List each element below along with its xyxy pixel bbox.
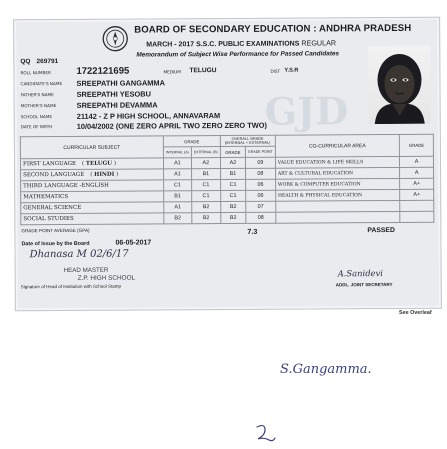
serial-value: 269791 — [36, 58, 59, 66]
gpa-label: GRADE POINT AVERAGE (GPA) — [21, 227, 90, 234]
co-area — [275, 200, 400, 212]
co-area: VALUE EDUCATION & LIFE SKILLS — [275, 156, 400, 168]
father-name-label: FATHER'S NAME — [20, 92, 54, 98]
watermark: GJD — [264, 88, 349, 134]
header-grade: GRADE — [163, 136, 220, 147]
subject-cell: FIRST LANGUAGE ( TELUGU ) — [20, 158, 163, 170]
mother-name-label: MOTHER'S NAME — [20, 103, 57, 109]
external-grade: C1 — [191, 191, 220, 202]
handwritten-name: S.Gangamma. — [280, 362, 372, 377]
date-of-birth-value: 10/04/2002 (ONE ZERO APRIL TWO ZERO ZERO TWO) — [76, 120, 267, 131]
overall-grade: B2 — [221, 212, 246, 223]
subject-cell: SECOND LANGUAGE ( HINDI ) — [21, 169, 164, 181]
father-name-value: SREEPATHI YESOBU — [76, 89, 151, 99]
table-row — [21, 211, 434, 225]
student-photo-icon — [368, 46, 430, 124]
board-title: BOARD OF SECONDARY EDUCATION : ANDHRA PRADESH — [134, 22, 412, 36]
head-signature-label: Signature of Head of Institution with School Stamp — [20, 283, 122, 290]
header-overall-grade: GRADE — [220, 146, 245, 157]
marks-memo-certificate — [13, 17, 442, 312]
external-grade: B2 — [192, 213, 221, 224]
grade-point: 06 — [246, 190, 276, 201]
see-overleaf-note: See Overleaf — [399, 310, 432, 316]
subject-cell: SOCIAL STUDIES — [21, 213, 164, 225]
student-photo — [368, 46, 430, 124]
district-value: Y.S.R — [284, 67, 299, 74]
district-label: DIST — [270, 68, 281, 74]
header-subject: CURRICULAR SUBJECT — [20, 136, 163, 159]
head-master-signature: Dhanasa M 02/6/17 — [29, 248, 129, 261]
mother-name-value: SREEPATHI DEVAMMA — [76, 100, 158, 110]
grade-point: 08 — [246, 212, 276, 223]
issue-date-value: 06-05-2017 — [115, 239, 152, 247]
school-stamp-line2: Z.P. HIGH SCHOOL — [77, 274, 136, 282]
co-area — [276, 211, 401, 223]
external-grade: C1 — [191, 180, 220, 191]
date-of-birth-label: DATE OF BIRTH — [20, 124, 53, 130]
internal-grade: A1 — [164, 202, 192, 213]
candidate-name-value: SREEPATHI GANGAMMA — [76, 78, 165, 88]
external-grade: B2 — [192, 202, 221, 213]
secretary-signature: A.Sanidevi — [337, 268, 383, 279]
header-internal: INTERNAL (A) — [163, 147, 191, 158]
grade-point: 07 — [246, 201, 276, 212]
overall-grade: C1 — [220, 190, 245, 201]
grade-point: 06 — [246, 179, 276, 190]
overall-grade: A2 — [220, 157, 245, 168]
header-external: EXTERNAL (B) — [191, 147, 220, 158]
memo-title: Memorandum of Subject Wise Performance for Passed Candidates — [136, 50, 340, 59]
medium-value: TELUGU — [189, 67, 217, 75]
school-name-value: 21142 - Z P HIGH SCHOOL, ANNAVARAM — [76, 111, 221, 121]
co-area: HEALTH & PHYSICAL EDUCATION — [275, 189, 400, 201]
co-grade — [400, 211, 434, 222]
co-grade — [400, 200, 434, 211]
external-grade: A2 — [191, 158, 220, 169]
subject-cell: GENERAL SCIENCE — [21, 202, 164, 214]
co-grade: A+ — [400, 178, 434, 189]
overall-grade: B1 — [220, 168, 245, 179]
co-grade: A — [400, 156, 434, 167]
medium-label: MEDIUM — [163, 69, 181, 75]
subject-cell: THIRD LANGUAGE -ENGLISH — [21, 180, 164, 192]
gpa-value: 7.3 — [247, 226, 258, 236]
external-grade: B1 — [191, 169, 220, 180]
grade-point: 08 — [246, 168, 276, 179]
co-grade: A — [400, 167, 434, 178]
subject-cell: MATHEMATICS — [21, 191, 164, 203]
issue-date-label: Date of Issue by the Board — [21, 240, 90, 248]
handwritten-scribble-icon — [253, 423, 277, 445]
marks-table — [20, 134, 435, 226]
exam-type: REGULAR — [301, 38, 337, 48]
roll-number-value: 1722121695 — [76, 65, 130, 77]
header-co-grade: GRADE — [400, 134, 434, 156]
serial-prefix: QQ — [20, 58, 31, 66]
co-area: WORK & COMPUTER EDUCATION — [275, 178, 400, 190]
exam-name: MARCH - 2017 S.S.C. PUBLIC EXAMINATIONS — [146, 40, 300, 49]
result-status: PASSED — [367, 226, 395, 235]
header-grade-point: GRADE POINT — [245, 146, 275, 157]
internal-grade: C1 — [164, 180, 192, 191]
school-name-label: SCHOOL NAME — [20, 114, 52, 120]
secretary-label: ADDL. JOINT SECRETARY — [335, 281, 393, 288]
candidate-name-label: CANDIDATE'S NAME — [20, 81, 63, 87]
internal-grade: B2 — [164, 213, 192, 224]
internal-grade: B1 — [164, 191, 192, 202]
serial-number — [20, 58, 58, 65]
exam-title — [146, 38, 336, 48]
co-area: ART & CULTURAL EDUCATION — [275, 167, 400, 179]
state-emblem-icon — [102, 26, 128, 52]
grade-point: 09 — [245, 157, 275, 168]
internal-grade: A1 — [163, 169, 191, 180]
co-grade: A+ — [400, 189, 434, 200]
overall-grade: B2 — [221, 201, 246, 212]
header-co-area: CO-CURRICULAR AREA — [275, 134, 400, 157]
internal-grade: A1 — [163, 158, 191, 169]
school-stamp-line1: HEAD MASTER — [63, 266, 109, 275]
roll-number-label: ROLL NUMBER — [20, 70, 51, 76]
overall-grade: C1 — [220, 179, 245, 190]
header-overall: OVERALL GRADE (INTERNAL + EXTERNAL) — [220, 135, 275, 146]
